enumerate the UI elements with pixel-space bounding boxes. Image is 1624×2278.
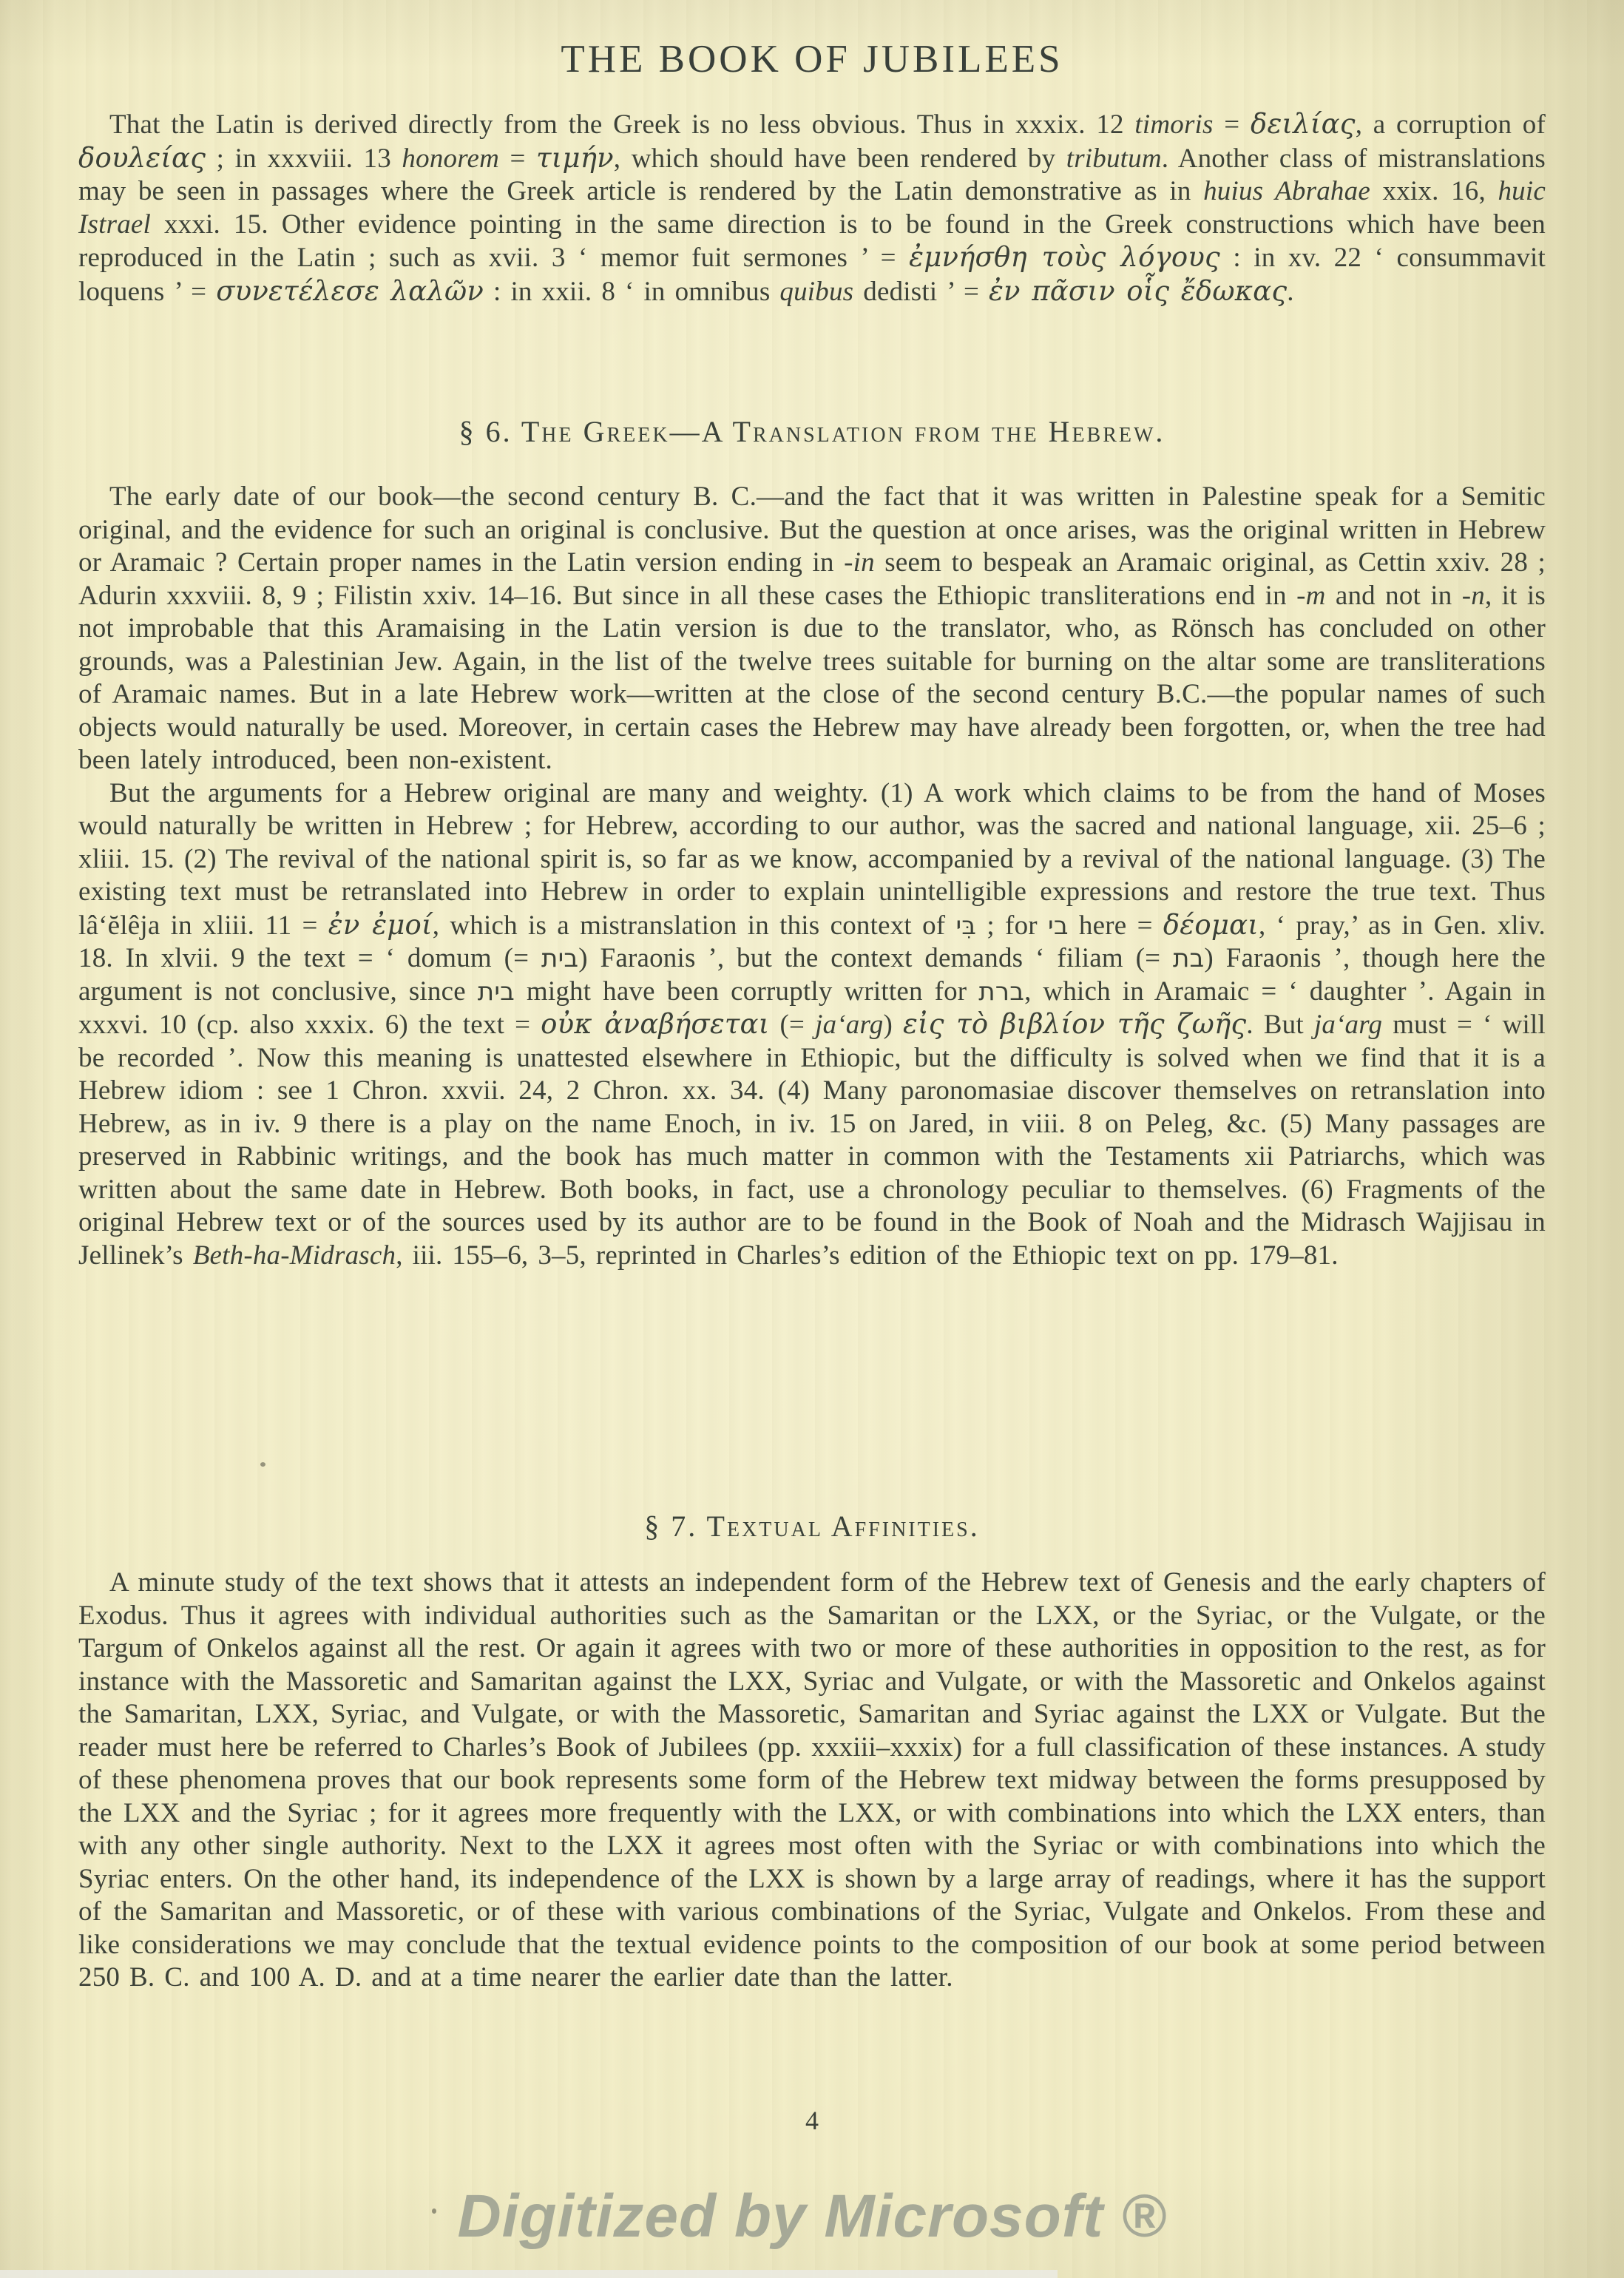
paragraph-latin-from-greek: That the Latin is derived directly from the Greek is no less obvious. Thus in xxxix. 12 timoris = δειλίας, a corruption of δουλείας ; in xxxviii. 13 honorem = τιμήν, which should have been rendered by tributum. Another class of mistranslations may be seen in passages where the Greek article is rendered by the Latin demonstrative as in huius Abrahae xxix. 16, huic Istrael xxxi. 15. Other evidence pointing in the same direction is to be found in the Greek constructions which have been reproduced in the Latin ; such as xvii. 3 ‘ memor fuit sermones ’ = ἐμνήσθη τοὺς λόγους : in xv. 22 ‘ consummavit loquens ’ = συνετέλεσε λαλῶν : in xxii. 8 ‘ in omnibus quibus dedisti ’ = ἐν πᾶσιν οἷς ἔδωκας. — [78, 108, 1546, 307]
page-number: 4 — [805, 2106, 819, 2135]
microsoft-watermark: Digitized by Microsoft ® — [457, 2183, 1167, 2250]
paragraph-block-intro — [78, 108, 1546, 308]
section-7-heading: § 7. Textual Affinities. — [644, 1510, 980, 1543]
paragraph-textual-affinities: A minute study of the text shows that it attests an independent form of the Hebrew text of Genesis and the early chapters of Exodus. Thus it agrees with individual authorities such as the Samaritan or the LXX, or the Syriac, or the Vulgate, or the Targum of Onkelos against all the rest. Or again it agrees with two or more of these authorities in opposition to the rest, as for instance with the Massoretic and Samaritan against the LXX, Syriac and Vulgate, or with the Massoretic and Onkelos against the Samaritan, LXX, Syriac, and Vulgate, or with the Massoretic, Samaritan and Syriac against the LXX or Vulgate. But the reader must here be referred to Charles’s Book of Jubilees (pp. xxxiii–xxxix) for a full classification of these instances. A study of these phenomena proves that our book represents some form of the Hebrew text midway between the forms presupposed by the LXX and the Syriac ; for it agrees more frequently with the LXX, or with combinations into which the LXX enters, than with any other single authority. Next to the LXX it agrees most often with the Syriac or with combinations into which the Syriac enters. On the other hand, its independence of the LXX is shown by a large array of readings, where it has the support of the Samaritan and Massoretic, or of these with various combinations of the Syriac, Vulgate and Onkelos. From these and like considerations we may conclude that the textual evidence points to the composition of our book at some period between 250 B. C. and 100 A. D. and at a time nearer the earlier date than the latter. — [78, 1567, 1546, 1993]
page-title: THE BOOK OF JUBILEES — [561, 38, 1063, 81]
paragraph-block-section-6 — [78, 481, 1546, 1272]
section-6-heading: § 6. The Greek—A Translation from the Hebrew. — [459, 415, 1165, 448]
paragraph-block-section-7 — [78, 1566, 1546, 1995]
scan-bottom-edge — [0, 2270, 1058, 2278]
paragraph-semitic-original: The early date of our book—the second century B. C.—and the fact that it was written in Palestine speak for a Semitic original, and the evidence for such an original is conclusive. But the question at once arises, was the original written in Hebrew or Aramaic ? Certain proper names in the Latin version ending in -in seem to bespeak an Aramaic original, as Cettin xxiv. 28 ; Adurin xxxviii. 8, 9 ; Filistin xxiv. 14–16. But since in all these cases the Ethiopic transliterations end in -m and not in -n, it is not improbable that this Aramaising in the Latin version is due to the translator, who, as Rönsch has concluded on other grounds, was a Palestinian Jew. Again, in the list of the twelve trees suitable for burning on the altar some are transliterations of Aramaic names. But in a late Hebrew work—written at the close of the second century B.C.—the popular names of such objects would naturally be used. Moreover, in certain cases the Hebrew may have already been forgotten, or, when the tree had been lately introduced, been non-existent. — [78, 481, 1546, 775]
paragraph-hebrew-arguments: But the arguments for a Hebrew original are many and weighty. (1) A work which claims to be from the hand of Moses would naturally be written in Hebrew ; for Hebrew, according to our author, was the sacred and national language, xii. 25–6 ; xliii. 15. (2) The revival of the national spirit is, so far as we know, accompanied by a revival of the national language. (3) The existing text must be retranslated into Hebrew in order to explain unintelligible expressions and restore the true text. Thus lâ‘ĕlêja in xliii. 11 = ἐν ἐμοί, which is a mistranslation in this context of בִּי ; for בי here = δέομαι, ‘ pray,’ as in Gen. xliv. 18. In xlvii. 9 the text = ‘ domum (= בית) Faraonis ’, but the context demands ‘ filiam (= בת) Faraonis ’, though here the argument is not conclusive, since בית might have been corruptly written for ברת, which in Aramaic = ‘ daughter ’. Again in xxxvi. 10 (cp. also xxxix. 6) the text = οὐκ ἀναβήσεται (= ja‘arg) εἰς τὸ βιβλίον τῆς ζωῆς. But ja‘arg must = ‘ will be recorded ’. Now this meaning is unattested elsewhere in Ethiopic, but the difficulty is solved when we find that it is a Hebrew idiom : see 1 Chron. xxvii. 24, 2 Chron. xx. 34. (4) Many paronomasiae discover themselves on retranslation into Hebrew, as in iv. 9 there is a play on the name Enoch, in iv. 15 on Jared, in viii. 8 on Peleg, &c. (5) Many passages are preserved in Rabbinic writings, and the book has much matter in common with the Testaments xii Patriarchs, which was written about the same date in Hebrew. Both books, in fact, use a chronology peculiar to themselves. (6) Fragments of the original Hebrew text or of the sources used by its author are to be found in the Book of Noah and the Midrasch Wajjisau in Jellinek’s Beth-ha-Midrasch, iii. 155–6, 3–5, reprinted in Charles’s edition of the Ethiopic text on pp. 179–81. — [78, 777, 1546, 1271]
scan-speck — [432, 2208, 436, 2214]
scan-speck — [260, 1462, 265, 1467]
